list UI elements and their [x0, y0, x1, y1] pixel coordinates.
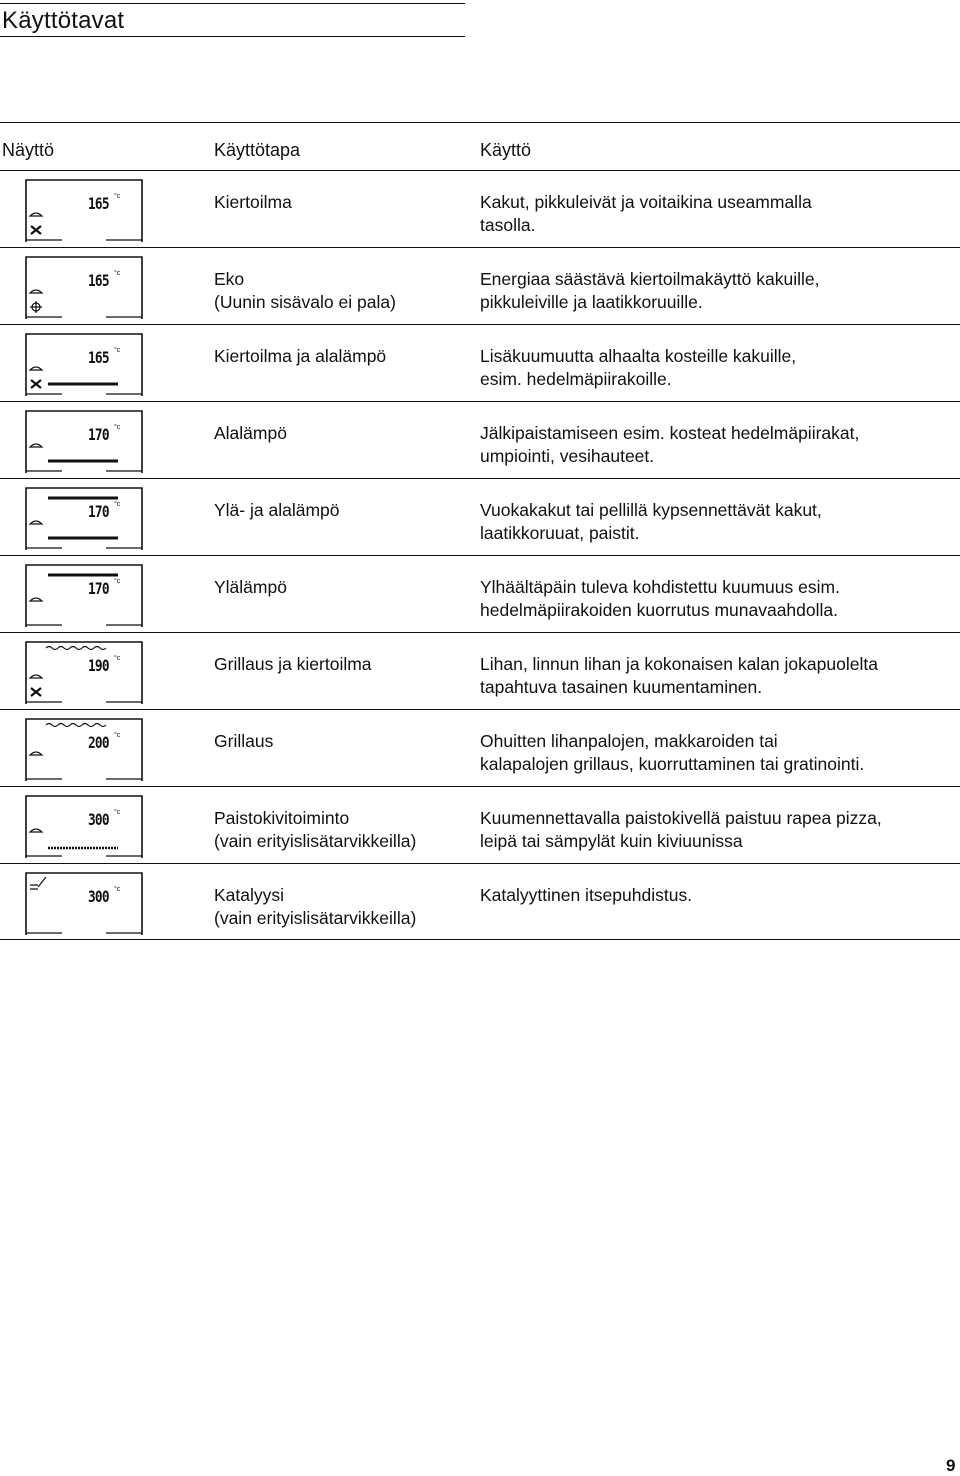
mode-name: Ylälämpö — [214, 577, 287, 597]
mode-name: Paistokivitoiminto (vain erityislisätarvikkeilla) — [214, 808, 417, 851]
oven-display-icon — [24, 640, 144, 704]
temperature-readout: 200 — [88, 733, 109, 752]
table-row — [0, 786, 960, 863]
table-row — [0, 324, 960, 401]
mode-name: Eko (Uunin sisävalo ei pala) — [214, 269, 396, 312]
temperature-readout: 300 — [88, 887, 109, 906]
temperature-unit: °c — [114, 193, 121, 200]
mode-use: Katalyyttinen itsepuhdistus. — [480, 885, 693, 905]
table-row — [0, 555, 960, 632]
oven-display-icon — [24, 717, 144, 781]
title-bar — [0, 3, 465, 37]
temperature-readout: 170 — [88, 425, 109, 444]
temperature-readout: 300 — [88, 810, 109, 829]
table-row — [0, 247, 960, 324]
table-row — [0, 401, 960, 478]
mode-name: Alalämpö — [214, 423, 287, 443]
table-row — [0, 709, 960, 786]
temperature-readout: 165 — [88, 271, 109, 290]
temperature-readout: 170 — [88, 502, 109, 521]
table-header — [0, 122, 960, 170]
temperature-unit: °c — [114, 578, 121, 585]
mode-use: Lihan, linnun lihan ja kokonaisen kalan jokapuolelta tapahtuva tasainen kuumentaminen. — [480, 654, 878, 697]
oven-display-icon — [24, 486, 144, 550]
mode-name: Kiertoilma ja alalämpö — [214, 346, 387, 366]
oven-display-icon — [24, 178, 144, 242]
oven-display-icon — [24, 871, 144, 935]
mode-name: Kiertoilma — [214, 192, 292, 212]
temperature-unit: °c — [114, 501, 121, 508]
temperature-readout: 165 — [88, 348, 109, 367]
temperature-unit: °c — [114, 886, 121, 893]
mode-use: Kuumennettavalla paistokivellä paistuu rapea pizza, leipä tai sämpylät kuin kiviuunissa — [480, 808, 882, 851]
temperature-unit: °c — [114, 732, 121, 739]
oven-display-icon — [24, 794, 144, 858]
temperature-unit: °c — [114, 270, 121, 277]
table-row — [0, 478, 960, 555]
temperature-unit: °c — [114, 809, 121, 816]
mode-name: Ylä- ja alalämpö — [214, 500, 340, 520]
oven-display-icon — [24, 409, 144, 473]
mode-use: Ylhäältäpäin tuleva kohdistettu kuumuus esim. hedelmäpiirakoiden kuorrutus munavaahdolla. — [480, 577, 840, 620]
mode-use: Vuokakakut tai pellillä kypsennettävät kakut, laatikkoruuat, paistit. — [480, 500, 822, 543]
header-mode: Käyttötapa — [214, 140, 301, 160]
mode-use: Energiaa säästävä kiertoilmakäyttö kakuille, pikkuleiville ja laatikkoruuille. — [480, 269, 820, 312]
temperature-unit: °c — [114, 655, 121, 662]
temperature-readout: 190 — [88, 656, 109, 675]
table-row — [0, 863, 960, 940]
modes-table — [0, 122, 960, 940]
mode-name: Katalyysi (vain erityislisätarvikkeilla) — [214, 885, 417, 928]
header-display: Näyttö — [2, 140, 55, 160]
header-use: Käyttö — [480, 140, 532, 160]
temperature-readout: 170 — [88, 579, 109, 598]
temperature-readout: 165 — [88, 194, 109, 213]
oven-display-icon — [24, 255, 144, 319]
table-row — [0, 632, 960, 709]
oven-display-icon — [24, 563, 144, 627]
mode-name: Grillaus — [214, 731, 274, 751]
mode-use: Jälkipaistamiseen esim. kosteat hedelmäpiirakat, umpiointi, vesihauteet. — [480, 423, 860, 466]
mode-name: Grillaus ja kiertoilma — [214, 654, 372, 674]
page-number: 9 — [946, 1456, 956, 1475]
temperature-unit: °c — [114, 424, 121, 431]
oven-display-icon — [24, 332, 144, 396]
mode-use: Lisäkuumuutta alhaalta kosteille kakuille, esim. hedelmäpiirakoille. — [480, 346, 797, 389]
temperature-unit: °c — [114, 347, 121, 354]
table-row — [0, 170, 960, 247]
mode-use: Kakut, pikkuleivät ja voitaikina useammalla tasolla. — [480, 192, 812, 235]
page-title: Käyttötavat — [2, 7, 125, 34]
mode-use: Ohuitten lihanpalojen, makkaroiden tai kalapalojen grillaus, kuorruttaminen tai gratinointi. — [480, 731, 865, 774]
